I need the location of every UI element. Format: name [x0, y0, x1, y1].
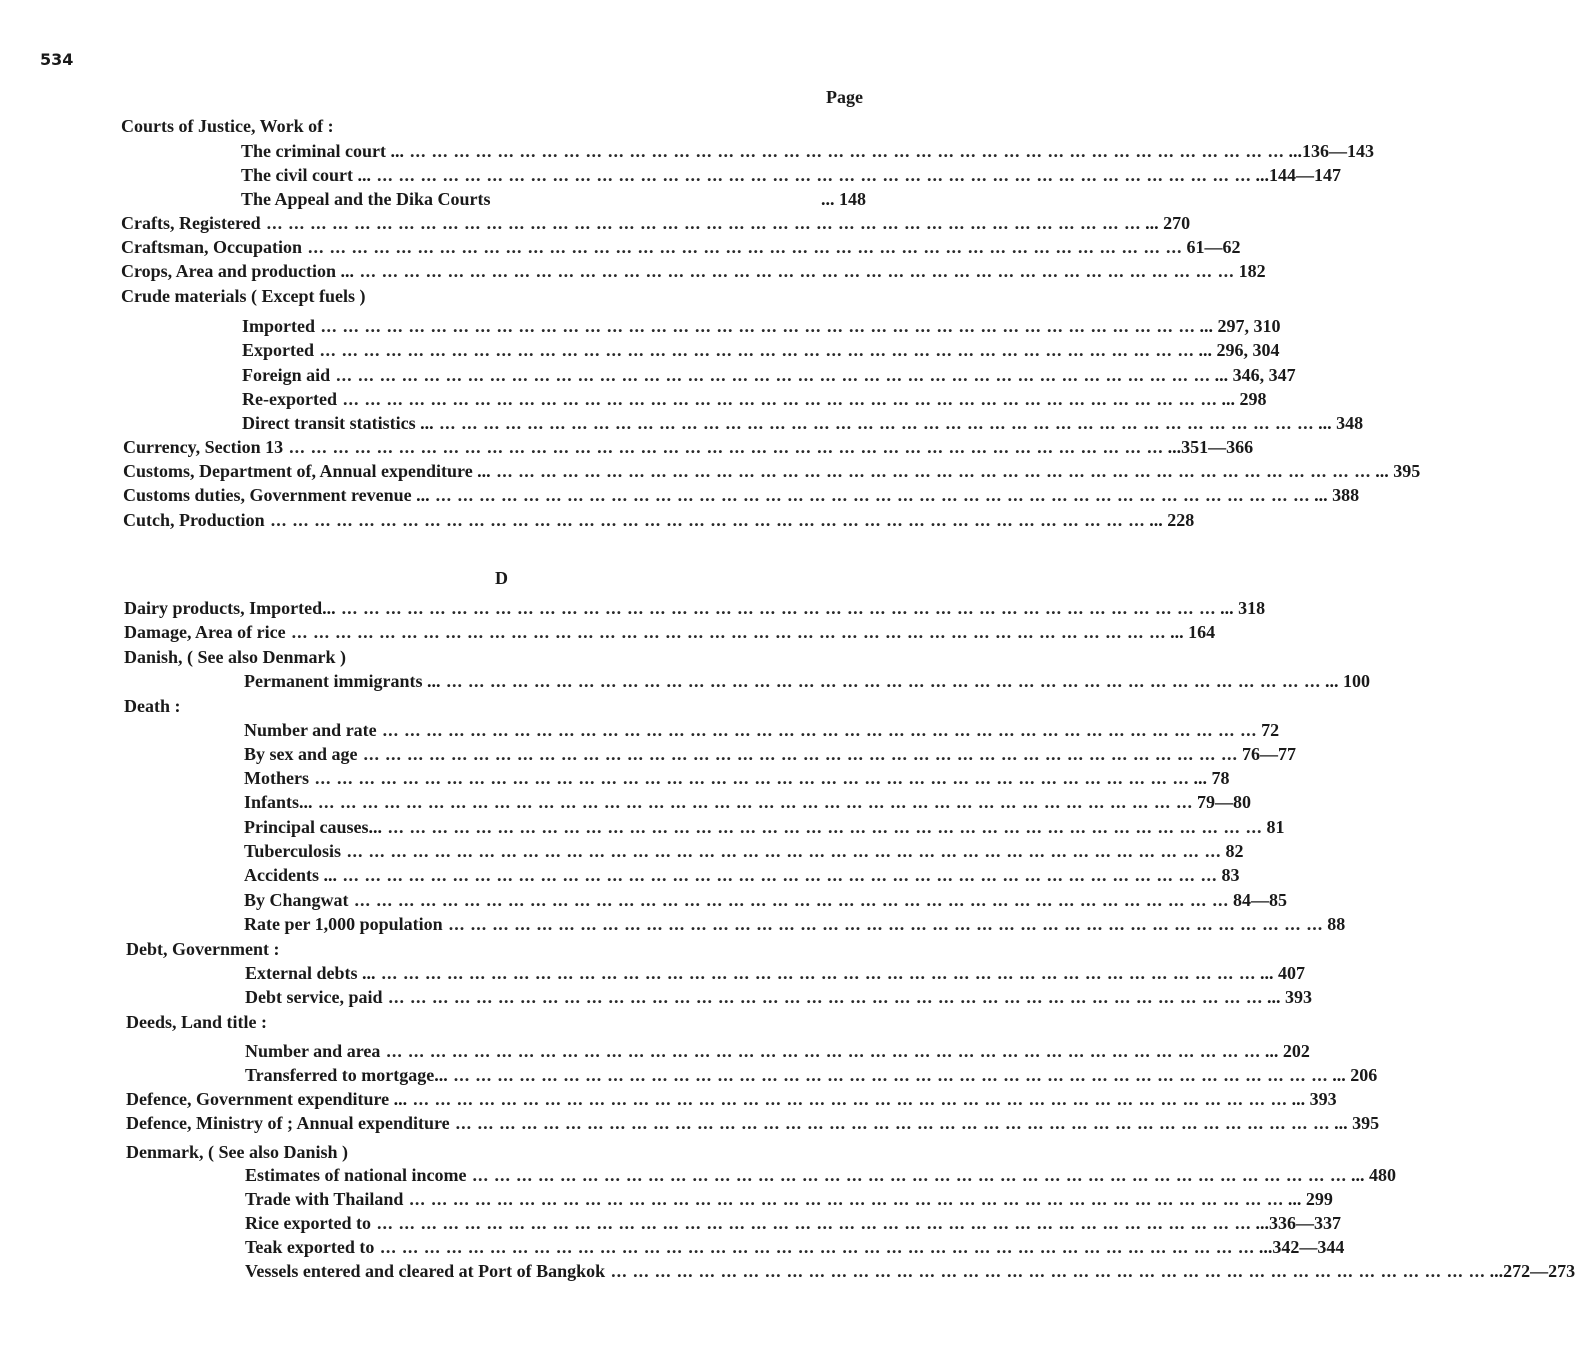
dot-leader: ... ... ... ... ... ... ... ... ... ... ... ... ... ... ... ... ... ... ... ... ... ... ... ... ... ... ... ... ... ... ... ... ... ... ... ... ... ... ... ... — [435, 485, 1311, 505]
index-entry — [121, 115, 866, 137]
index-entry — [124, 646, 868, 668]
index-entry-page: 61—62 — [1186, 237, 1241, 257]
index-entry-label: Rice exported to — [245, 1213, 371, 1233]
dot-leader: ... ... ... ... ... ... ... ... ... ... ... ... ... ... ... ... ... ... ... ... ... ... ... ... ... ... ... ... ... ... ... ... ... ... ... ... ... ... ... ... — [320, 340, 1195, 360]
index-entry-page: ... 164 — [1170, 622, 1216, 642]
index-entry-label: Exported — [242, 340, 314, 360]
index-entry-page: ... 393 — [1291, 1089, 1337, 1109]
index-entry — [242, 388, 1267, 410]
dot-leader: ... ... ... ... ... ... ... ... ... ... ... ... ... ... ... ... ... ... ... ... ... ... ... ... ... ... ... ... ... ... ... ... ... ... ... ... ... ... ... ... — [409, 1189, 1284, 1209]
index-entry-page: ...351—366 — [1167, 437, 1254, 457]
index-entry-page: 84—85 — [1233, 890, 1288, 910]
index-entry-label: Customs duties, Government revenue ... — [123, 485, 430, 505]
index-entry-page: ... 480 — [1350, 1165, 1396, 1185]
index-entry — [123, 509, 1195, 531]
index-entry-label: Rate per 1,000 population — [244, 914, 443, 934]
index-entry-page: ...272—273 — [1489, 1261, 1575, 1281]
index-entry — [244, 864, 1240, 886]
index-entry-label: Tuberculosis — [244, 841, 342, 861]
index-entry-label: The criminal court ... — [241, 141, 404, 161]
index-entry-page: ... 348 — [1318, 413, 1364, 433]
index-entry — [244, 816, 1285, 838]
index-entry — [123, 484, 1360, 506]
dot-leader: ... ... ... ... ... ... ... ... ... ... ... ... ... ... ... ... ... ... ... ... ... ... ... ... ... ... ... ... ... ... ... ... ... ... ... ... ... ... ... ... — [382, 720, 1258, 740]
index-entry-page: ... 270 — [1145, 213, 1191, 233]
index-entry — [121, 285, 866, 307]
index-entry-page: ... 78 — [1193, 768, 1230, 788]
dot-leader: ... ... ... ... ... ... ... ... ... ... ... ... ... ... ... ... ... ... ... ... ... ... ... ... ... ... ... ... ... ... ... ... ... ... ... ... ... ... ... ... — [347, 841, 1222, 861]
index-entry — [121, 236, 1241, 258]
index-entry-label: Number and area — [245, 1041, 381, 1061]
index-entry-page: ...144—147 — [1255, 165, 1341, 185]
index-entry-label: Principal causes... — [244, 817, 382, 837]
index-entry — [242, 364, 1296, 386]
index-entry — [245, 1260, 1575, 1282]
index-entry-label: Accidents ... — [244, 865, 337, 885]
dot-leader: ... ... ... ... ... ... ... ... ... ... ... ... ... ... ... ... ... ... ... ... ... ... ... ... ... ... ... ... ... ... ... ... ... ... ... ... ... ... ... ... — [376, 1213, 1252, 1233]
index-entry — [245, 1064, 1378, 1086]
index-entry — [121, 260, 1266, 282]
index-entry-page: ... 395 — [1375, 461, 1421, 481]
dot-leader: ... ... ... ... ... ... ... ... ... ... ... ... ... ... ... ... ... ... ... ... ... ... ... ... ... ... ... ... ... ... ... ... ... ... ... ... ... ... ... ... — [291, 622, 1167, 642]
index-entry-label: Defence, Ministry of ; Annual expenditure — [126, 1113, 450, 1133]
index-entry-page: ... 393 — [1266, 987, 1312, 1007]
index-entry-page: 182 — [1238, 261, 1266, 281]
dot-leader: ... ... ... ... ... ... ... ... ... ... ... ... ... ... ... ... ... ... ... ... ... ... ... ... ... ... ... ... ... ... ... ... ... ... ... ... ... ... ... ... — [363, 744, 1239, 764]
dot-leader: ... ... ... ... ... ... ... ... ... ... ... ... ... ... ... ... ... ... ... ... ... ... ... ... ... ... ... ... ... ... ... ... ... ... ... ... ... ... ... ... — [321, 316, 1196, 336]
index-entry-label: Transferred to mortgage... — [245, 1065, 448, 1085]
dot-leader: ... ... ... ... ... ... ... ... ... ... ... ... ... ... ... ... ... ... ... ... ... ... ... ... ... ... ... ... ... ... ... ... ... ... ... ... ... ... ... ... — [308, 237, 1183, 257]
index-entry — [244, 791, 1252, 813]
index-entry — [244, 670, 1370, 692]
dot-leader: ... ... ... ... ... ... ... ... ... ... ... ... ... ... ... ... ... ... ... ... ... ... ... ... ... ... ... ... ... ... ... ... ... ... ... ... ... ... ... ... — [380, 1237, 1255, 1257]
index-entry-page: 88 — [1327, 914, 1346, 934]
index-entry-label: Courts of Justice, Work of : — [121, 116, 334, 136]
index-entry-page: 76—77 — [1242, 744, 1297, 764]
dot-leader: ... ... ... ... ... ... ... ... ... ... ... ... ... ... ... ... ... ... ... ... ... ... ... ... ... ... ... ... ... ... ... ... ... ... ... ... ... ... ... ... — [343, 865, 1218, 885]
index-entry — [245, 1164, 1396, 1186]
index-entry-label: Denmark, ( See also Danish ) — [126, 1142, 349, 1162]
index-entry — [121, 212, 1191, 234]
index-entry-label: Currency, Section 13 — [123, 437, 284, 457]
dot-leader: ... ... ... ... ... ... ... ... ... ... ... ... ... ... ... ... ... ... ... ... ... ... ... ... ... ... ... ... ... ... ... ... ... ... ... ... ... ... ... ... — [496, 461, 1372, 481]
index-entry — [244, 767, 1230, 789]
index-entry-page: ... 202 — [1264, 1041, 1310, 1061]
index-entry-page: 72 — [1261, 720, 1280, 740]
index-entry — [124, 621, 1216, 643]
index-entry-label: Crude materials ( Except fuels ) — [121, 286, 366, 306]
index-entry — [242, 412, 1364, 434]
index-entry-label: Direct transit statistics ... — [242, 413, 434, 433]
index-entry — [244, 840, 1244, 862]
index-entry — [241, 164, 1341, 186]
index-entry-label: Mothers — [244, 768, 309, 788]
dot-leader: ... ... ... ... ... ... ... ... ... ... ... ... ... ... ... ... ... ... ... ... ... ... ... ... ... ... ... ... ... ... ... ... ... ... ... ... ... ... ... ... — [270, 510, 1146, 530]
index-entry — [244, 719, 1280, 741]
index-entry-label: Trade with Thailand — [245, 1189, 404, 1209]
index-entry-page: ...336—337 — [1255, 1213, 1341, 1233]
index-entry-label: Danish, ( See also Denmark ) — [124, 647, 347, 667]
index-entry-page: ... 206 — [1332, 1065, 1378, 1085]
index-entry-label: External debts ... — [245, 963, 376, 983]
index-entry-label: Debt service, paid — [245, 987, 383, 1007]
index-entry — [242, 339, 1280, 361]
index-entry-page: 79—80 — [1197, 792, 1252, 812]
index-entry — [126, 1112, 1380, 1134]
index-entry-page: ... 318 — [1220, 598, 1266, 618]
index-entry-page: ... 297, 310 — [1199, 316, 1281, 336]
index-entry-label: Infants... — [244, 792, 313, 812]
dot-leader: ... ... ... ... ... ... ... ... ... ... ... ... ... ... ... ... ... ... ... ... ... ... ... ... ... ... ... ... ... ... ... ... ... ... ... ... ... ... ... ... — [455, 1113, 1331, 1133]
index-entry-label: Debt, Government : — [126, 939, 280, 959]
index-entry-page: 83 — [1221, 865, 1240, 885]
dot-leader: ... ... ... ... ... ... ... ... ... ... ... ... ... ... ... ... ... ... ... ... ... ... ... ... ... ... ... ... ... ... ... ... ... ... ... ... ... ... ... ... — [611, 1261, 1486, 1281]
index-entry — [126, 938, 868, 960]
index-entry — [245, 962, 1305, 984]
index-entry-label: Estimates of national income — [245, 1165, 467, 1185]
index-entry — [241, 188, 866, 210]
page-column-label: Page — [826, 87, 863, 107]
index-entry-label: Vessels entered and cleared at Port of Bangkok — [245, 1261, 606, 1281]
section-letter: D — [495, 568, 508, 588]
index-entry — [126, 1141, 868, 1163]
index-entry-page: ... 298 — [1221, 389, 1267, 409]
index-entry-page: ...342—344 — [1258, 1237, 1345, 1257]
index-entry-label: Damage, Area of rice — [124, 622, 286, 642]
dot-leader: ... ... ... ... ... ... ... ... ... ... ... ... ... ... ... ... ... ... ... ... ... ... ... ... ... ... ... ... ... ... ... ... ... ... ... ... ... ... ... ... — [409, 141, 1285, 161]
index-entry — [245, 986, 1312, 1008]
index-entry-page: ... 296, 304 — [1198, 340, 1280, 360]
index-entry-label: Foreign aid — [242, 365, 331, 385]
dot-leader: ... ... ... ... ... ... ... ... ... ... ... ... ... ... ... ... ... ... ... ... ... ... ... ... ... ... ... ... ... ... ... ... ... ... ... ... ... ... ... ... — [266, 213, 1142, 233]
index-entry-label: Number and rate — [244, 720, 377, 740]
index-entry-label: Dairy products, Imported... — [124, 598, 336, 618]
index-entry — [245, 1040, 1310, 1062]
index-entry-label: Death : — [124, 696, 181, 716]
dot-leader: ... ... ... ... ... ... ... ... ... ... ... ... ... ... ... ... ... ... ... ... ... ... ... ... ... ... ... ... ... ... ... ... ... ... ... ... ... ... ... ... — [360, 261, 1235, 281]
index-entry-label: Deeds, Land title : — [126, 1012, 267, 1032]
dot-leader: ... ... ... ... ... ... ... ... ... ... ... ... ... ... ... ... ... ... ... ... ... ... ... ... ... ... ... ... ... ... ... ... ... ... ... ... ... ... ... ... — [318, 792, 1194, 812]
index-entry — [245, 1236, 1345, 1258]
dot-leader: ... ... ... ... ... ... ... ... ... ... ... ... ... ... ... ... ... ... ... ... ... ... ... ... ... ... ... ... ... ... ... ... ... ... ... ... ... ... ... ... — [448, 914, 1324, 934]
index-entry — [123, 460, 1421, 482]
index-entry-page: ... 346, 347 — [1214, 365, 1296, 385]
index-entry — [244, 913, 1346, 935]
dot-leader: ... ... ... ... ... ... ... ... ... ... ... ... ... ... ... ... ... ... ... ... ... ... ... ... ... ... ... ... ... ... ... ... ... ... ... ... ... ... ... ... — [446, 671, 1321, 691]
index-entry — [126, 1011, 868, 1033]
index-entry-label: The Appeal and the Dika Courts — [241, 189, 491, 209]
dot-leader: ... ... ... ... ... ... ... ... ... ... ... ... ... ... ... ... ... ... ... ... ... ... ... ... ... ... ... ... ... ... ... ... ... ... ... ... ... ... ... ... — [341, 598, 1217, 618]
index-entry-label: Imported — [242, 316, 315, 336]
index-entry-page: 81 — [1266, 817, 1285, 837]
dot-leader: ... ... ... ... ... ... ... ... ... ... ... ... ... ... ... ... ... ... ... ... ... ... ... ... ... ... ... ... ... ... ... ... ... ... ... ... ... ... ... ... — [289, 437, 1164, 457]
dot-leader: ... ... ... ... ... ... ... ... ... ... ... ... ... ... ... ... ... ... ... ... ... ... ... ... ... ... ... ... ... ... ... ... ... ... ... ... ... ... ... ... — [336, 365, 1211, 385]
dot-leader: ... ... ... ... ... ... ... ... ... ... ... ... ... ... ... ... ... ... ... ... ... ... ... ... ... ... ... ... ... ... ... ... ... ... ... ... ... ... ... ... — [413, 1089, 1288, 1109]
index-entry-page: ...136—143 — [1288, 141, 1374, 161]
index-entry-page: ... 148 — [821, 189, 866, 209]
dot-leader: ... ... ... ... ... ... ... ... ... ... ... ... ... ... ... ... ... ... ... ... ... ... ... ... ... ... ... ... ... ... ... ... ... ... ... ... ... ... ... ... — [376, 165, 1252, 185]
index-entry-page: ... 100 — [1324, 671, 1370, 691]
index-entry-label: Teak exported to — [245, 1237, 375, 1257]
index-entry-page: ... 299 — [1287, 1189, 1333, 1209]
index-entry — [244, 889, 1288, 911]
index-entry-label: Defence, Government expenditure ... — [126, 1089, 408, 1109]
index-entry — [126, 1088, 1337, 1110]
index-entry-label: Crops, Area and production ... — [121, 261, 355, 281]
index-entry-page: ... 395 — [1334, 1113, 1380, 1133]
index-entry-label: Re-exported — [242, 389, 337, 409]
index-entry-page: ... 228 — [1149, 510, 1195, 530]
dot-leader: ... ... ... ... ... ... ... ... ... ... ... ... ... ... ... ... ... ... ... ... ... ... ... ... ... ... ... ... ... ... ... ... ... ... ... ... ... ... ... ... — [472, 1165, 1347, 1185]
index-entry — [245, 1188, 1333, 1210]
dot-leader: ... ... ... ... ... ... ... ... ... ... ... ... ... ... ... ... ... ... ... ... ... ... ... ... ... ... ... ... ... ... ... ... ... ... ... ... ... ... ... ... — [388, 987, 1263, 1007]
dot-leader: ... ... ... ... ... ... ... ... ... ... ... ... ... ... ... ... ... ... ... ... ... ... ... ... ... ... ... ... ... ... ... ... ... ... ... ... ... ... ... ... — [314, 768, 1190, 788]
index-entry-label: The civil court ... — [241, 165, 371, 185]
index-entry-label: Permanent immigrants ... — [244, 671, 441, 691]
index-entry — [245, 1212, 1341, 1234]
index-entry-page: ... 407 — [1260, 963, 1305, 983]
index-entry — [242, 315, 1281, 337]
index-entry — [241, 140, 1374, 162]
index-entry-label: Craftsman, Occupation — [121, 237, 302, 257]
page-number: 534 — [40, 50, 74, 69]
index-entry-label: Customs, Department of, Annual expenditure ... — [123, 461, 491, 481]
index-entry-label: By sex and age — [244, 744, 358, 764]
dot-leader: ... ... ... ... ... ... ... ... ... ... ... ... ... ... ... ... ... ... ... ... ... ... ... ... ... ... ... ... ... ... ... ... ... ... ... ... ... ... ... ... — [388, 817, 1263, 837]
dot-leader: ... ... ... ... ... ... ... ... ... ... ... ... ... ... ... ... ... ... ... ... ... ... ... ... ... ... ... ... ... ... ... ... ... ... ... ... ... ... ... ... — [386, 1041, 1261, 1061]
dot-leader: ... ... ... ... ... ... ... ... ... ... ... ... ... ... ... ... ... ... ... ... ... ... ... ... ... ... ... ... ... ... ... ... ... ... ... ... ... ... ... ... — [354, 890, 1230, 910]
index-entry-label: Crafts, Registered — [121, 213, 261, 233]
dot-leader: ... ... ... ... ... ... ... ... ... ... ... ... ... ... ... ... ... ... ... ... ... ... ... ... ... ... ... ... ... ... ... ... ... ... ... ... ... ... ... ... — [342, 389, 1218, 409]
index-entry-page: ... 388 — [1314, 485, 1360, 505]
index-entry-label: By Changwat — [244, 890, 349, 910]
index-entry — [124, 695, 868, 717]
index-entry — [123, 436, 1254, 458]
index-entry — [124, 597, 1266, 619]
dot-leader: ... ... ... ... ... ... ... ... ... ... ... ... ... ... ... ... ... ... ... ... ... ... ... ... ... ... ... ... ... ... ... ... ... ... ... ... ... ... ... ... — [453, 1065, 1329, 1085]
index-entry-label: Cutch, Production — [123, 510, 265, 530]
dot-leader: ... ... ... ... ... ... ... ... ... ... ... ... ... ... ... ... ... ... ... ... ... ... ... ... ... ... ... ... ... ... ... ... ... ... ... ... ... ... ... ... — [381, 963, 1256, 983]
index-entry — [244, 743, 1297, 765]
index-entry-page: 82 — [1225, 841, 1244, 861]
dot-leader: ... ... ... ... ... ... ... ... ... ... ... ... ... ... ... ... ... ... ... ... ... ... ... ... ... ... ... ... ... ... ... ... ... ... ... ... ... ... ... ... — [439, 413, 1315, 433]
